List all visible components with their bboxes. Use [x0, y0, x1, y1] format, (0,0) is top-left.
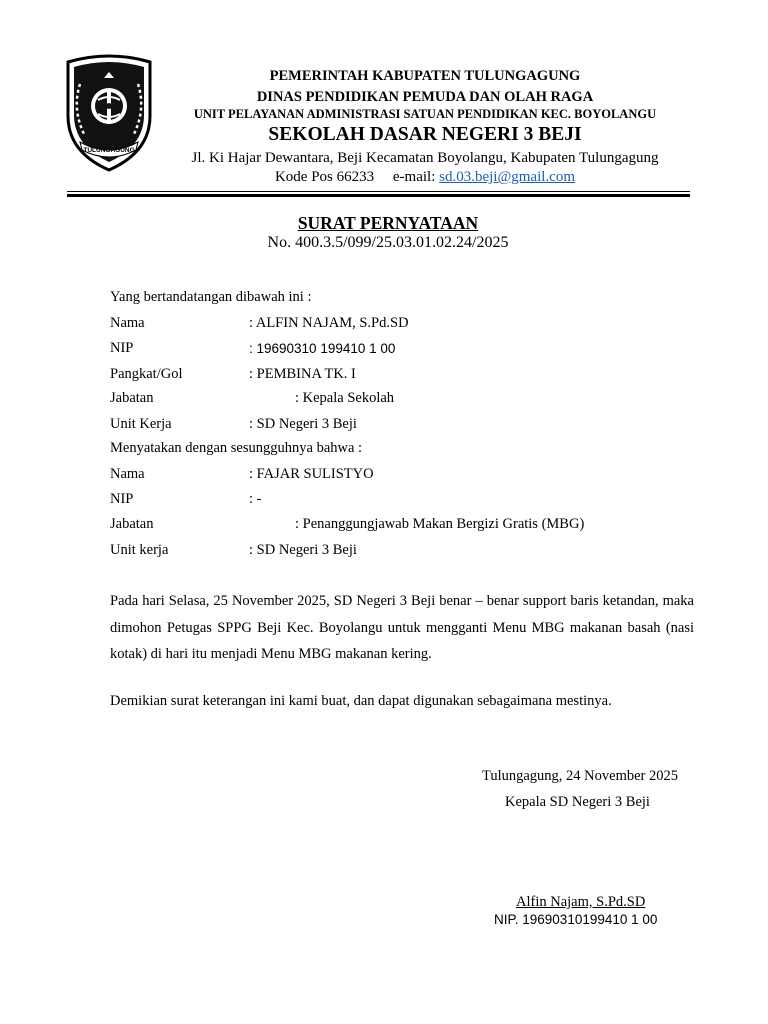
signer-signature-nip: NIP. 19690310199410 1 00 — [494, 912, 658, 927]
regency-seal-logo — [62, 54, 156, 174]
subject-unit-label: Unit kerja — [110, 542, 169, 558]
statement-paragraph: Pada hari Selasa, 25 November 2025, SD Negeri 3 Beji benar – benar support baris ketandan, maka dimohon Petugas SPPG Beji Kec. Boyolangu untuk mengganti Menu MBG makanan basah (nasi kotak) di hari itu menjadi Menu MBG makanan kering. — [110, 593, 694, 662]
subject-name-label: Nama — [110, 466, 145, 482]
school-name: SEKOLAH DASAR NEGERI 3 BEJI — [268, 124, 582, 145]
subject-nip-label: NIP — [110, 491, 134, 507]
signer-position-label: Jabatan — [110, 390, 154, 406]
signer-nip-value: : 19690310 199410 1 00 — [249, 341, 396, 356]
government-line: PEMERINTAH KABUPATEN TULUNGAGUNG — [269, 68, 581, 84]
email-link[interactable]: sd.03.beji@gmail.com — [439, 169, 576, 185]
department-line: DINAS PENDIDIKAN PEMUDA DAN OLAH RAGA — [256, 89, 594, 105]
declaration-text: Menyatakan dengan sesungguhnya bahwa : — [110, 440, 363, 456]
email-label: e-mail: — [392, 169, 436, 185]
postal-email-line — [160, 169, 690, 186]
subject-position-label: Jabatan — [110, 516, 154, 532]
unit-line: UNIT PELAYANAN ADMINISTRASI SATUAN PENDIDIKAN KEC. BOYOLANGU — [193, 107, 657, 121]
signer-name-label: Nama — [110, 315, 145, 331]
intro-text: Yang bertandatangan dibawah ini : — [110, 289, 312, 305]
signer-position-value: : Kepala Sekolah — [295, 390, 395, 406]
school-address: Jl. Ki Hajar Dewantara, Beji Kecamatan Boyolangu, Kabupaten Tulungagung — [191, 150, 659, 166]
signer-rank-value: : PEMBINA TK. I — [249, 366, 356, 382]
letter-title: SURAT PERNYATAAN — [297, 213, 479, 233]
subject-unit-value: : SD Negeri 3 Beji — [249, 542, 357, 558]
seal-ribbon-text: TULUNGAGUNG — [83, 147, 135, 154]
signer-signature-name: Alfin Najam, S.Pd.SD — [516, 894, 646, 910]
place-date: Tulungagung, 24 November 2025 — [482, 768, 679, 784]
subject-name-value: : FAJAR SULISTYO — [249, 466, 374, 482]
signer-rank-label: Pangkat/Gol — [110, 366, 183, 382]
letter-number: No. 400.3.5/099/25.03.01.02.24/2025 — [267, 234, 509, 251]
postal-code: Kode Pos 66233 — [274, 169, 375, 185]
signer-title: Kepala SD Negeri 3 Beji — [505, 794, 650, 810]
subject-position-value: : Penanggungjawab Makan Bergizi Gratis (MBG) — [295, 516, 585, 532]
letterhead-divider-thick — [67, 194, 690, 197]
letterhead-divider-thin — [67, 191, 690, 192]
subject-nip-value: : - — [249, 491, 262, 507]
signer-nip-label: NIP — [110, 340, 134, 356]
signer-unit-value: : SD Negeri 3 Beji — [249, 416, 357, 432]
closing-paragraph: Demikian surat keterangan ini kami buat, dan dapat digunakan sebagaimana mestinya. — [110, 693, 612, 709]
signer-name-value: : ALFIN NAJAM, S.Pd.SD — [249, 315, 409, 331]
signer-unit-label: Unit Kerja — [110, 416, 172, 432]
